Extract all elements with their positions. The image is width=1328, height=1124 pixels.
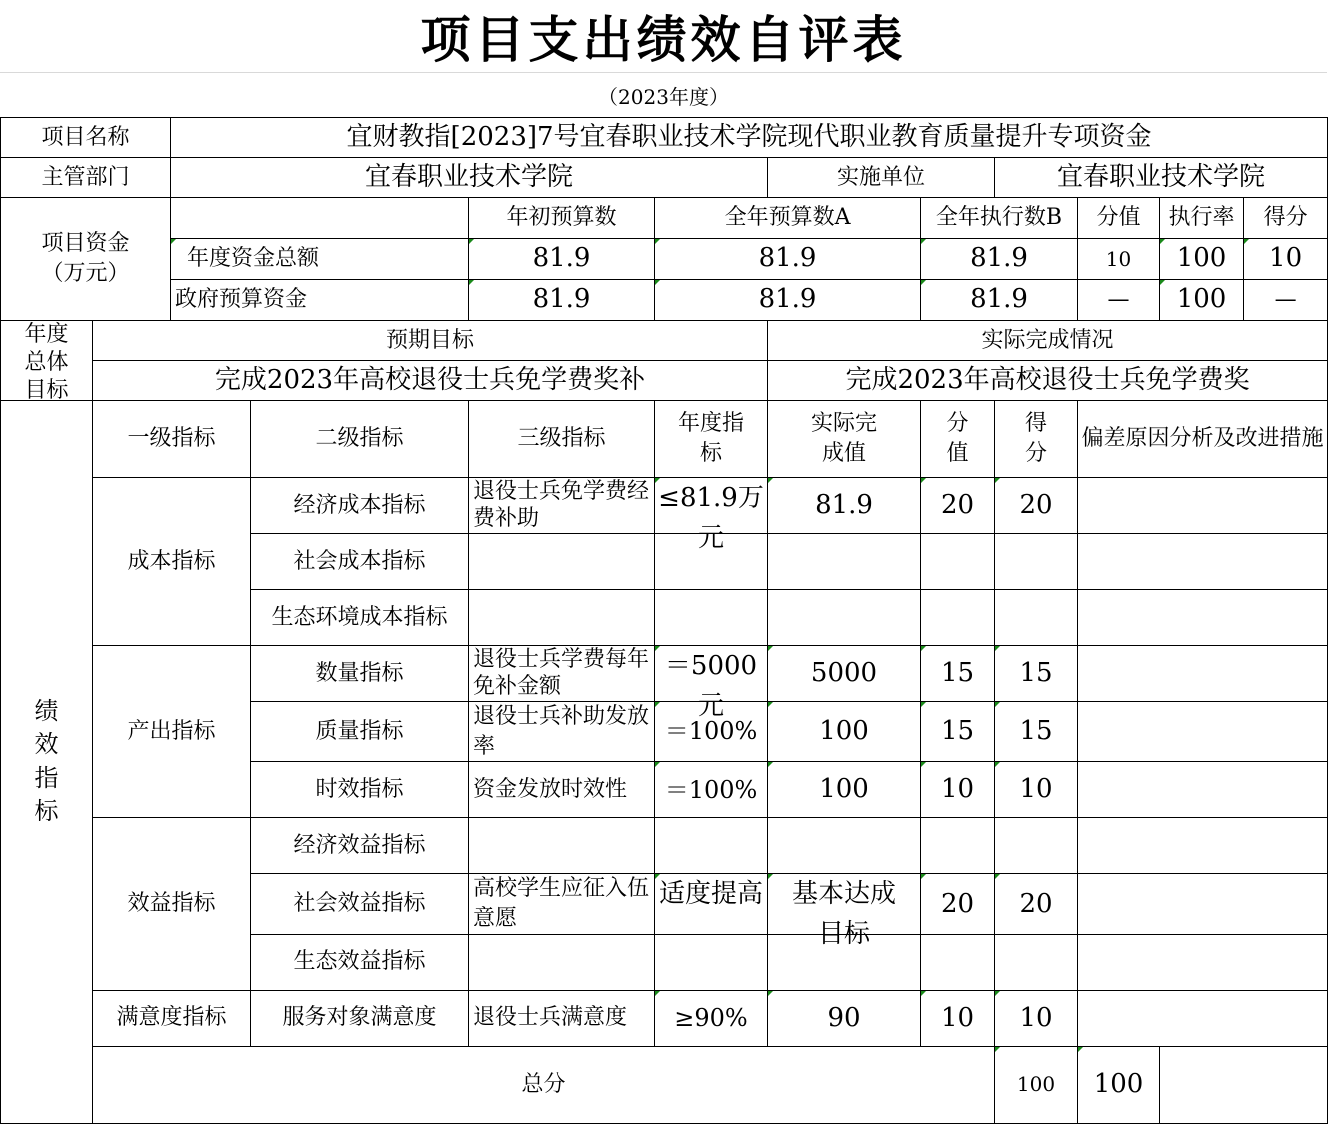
ind-level3: 退役士兵满意度: [469, 990, 655, 1046]
ind-header-target: 年度指标: [655, 401, 768, 478]
ind-actual: 100: [768, 702, 921, 762]
ind-header-note: 偏差原因分析及改进措施: [1078, 401, 1328, 478]
ind-note: [1078, 534, 1328, 590]
project-name-value: 宜财教指[2023]7号宜春职业技术学院现代职业教育质量提升专项资金: [171, 118, 1328, 158]
funds-rate-and-score: [1160, 239, 1328, 280]
ind-level3: 退役士兵学费每年免补金额: [469, 646, 655, 702]
funds-score: 10: [1244, 239, 1327, 279]
ind-target: [655, 818, 768, 874]
funds-row-label: 年度资金总额: [171, 239, 469, 280]
funds-full-year: 81.9: [655, 239, 921, 280]
ind-level2: 社会成本指标: [251, 534, 469, 590]
ind-value: [921, 934, 995, 990]
ind-actual: 90: [768, 990, 921, 1046]
funds-score-value: 10: [1078, 239, 1160, 280]
goals-actual-label: 实际完成情况: [768, 321, 1328, 361]
funds-header-score-value: 分值: [1078, 198, 1160, 239]
total-score: 100: [1078, 1046, 1160, 1123]
ind-level1: 效益指标: [93, 818, 251, 990]
ind-level3: [469, 818, 655, 874]
funds-initial: 81.9: [469, 239, 655, 280]
ind-score: 10: [995, 762, 1078, 818]
ind-value: [921, 534, 995, 590]
total-note: [1160, 1046, 1328, 1123]
dept-label: 主管部门: [1, 158, 171, 198]
funds-score: —: [1274, 287, 1297, 313]
ind-header-level3: 三级指标: [469, 401, 655, 478]
funds-initial: 81.9: [469, 280, 655, 321]
funds-label: 项目资金（万元）: [1, 198, 171, 321]
ind-value: 15: [921, 646, 995, 702]
ind-value: [921, 590, 995, 646]
ind-header-actual: 实际完成值: [768, 401, 921, 478]
ind-value: 15: [921, 702, 995, 762]
ind-target: 适度提高: [655, 874, 768, 934]
goals-expected-label: 预期目标: [93, 321, 768, 361]
ind-header-value: 分值: [921, 401, 995, 478]
ind-actual: 81.9: [768, 478, 921, 534]
ind-header-level1: 一级指标: [93, 401, 251, 478]
ind-level2: 社会效益指标: [251, 874, 469, 934]
funds-full-year: 81.9: [655, 280, 921, 321]
ind-target: [655, 534, 768, 590]
ind-score: [995, 934, 1078, 990]
ind-level2: 经济成本指标: [251, 478, 469, 534]
funds-header-full-year: 全年预算数A: [655, 198, 921, 239]
ind-actual: 100: [768, 762, 921, 818]
ind-score: 15: [995, 702, 1078, 762]
ind-level2: 经济效益指标: [251, 818, 469, 874]
ind-value: 20: [921, 874, 995, 934]
ind-note: [1078, 874, 1328, 934]
ind-level3: [469, 934, 655, 990]
funds-rate-and-score: [1160, 280, 1328, 321]
ind-target: ＝5000元: [655, 646, 768, 702]
total-value: 100: [995, 1046, 1078, 1123]
ind-actual: 5000: [768, 646, 921, 702]
funds-header-rate-and-score: [1160, 198, 1328, 239]
ind-value: [921, 818, 995, 874]
page-title: 项目支出绩效自评表: [420, 10, 907, 69]
ind-note: [1078, 646, 1328, 702]
ind-level1: 成本指标: [93, 478, 251, 646]
ind-score: 15: [995, 646, 1078, 702]
goals-actual-text: 完成2023年高校退役士兵免学费奖: [768, 361, 1328, 401]
ind-level1: 产出指标: [93, 646, 251, 818]
ind-note: [1078, 762, 1328, 818]
ind-level2: 生态环境成本指标: [251, 590, 469, 646]
ind-level2: 质量指标: [251, 702, 469, 762]
ind-score: 10: [995, 990, 1078, 1046]
ind-level2: 数量指标: [251, 646, 469, 702]
funds-header-rate: 执行率: [1160, 198, 1244, 238]
ind-actual: 基本达成目标: [768, 874, 921, 934]
dept-value: 宜春职业技术学院: [171, 158, 768, 198]
funds-score-value: —: [1078, 280, 1160, 321]
ind-target: ≥90%: [655, 990, 768, 1046]
ind-actual: [768, 934, 921, 990]
ind-level3: [469, 534, 655, 590]
funds-executed: 81.9: [921, 280, 1078, 321]
ind-level1: 满意度指标: [93, 990, 251, 1046]
ind-level2: 时效指标: [251, 762, 469, 818]
ind-note: [1078, 818, 1328, 874]
unit-label: 实施单位: [768, 158, 995, 198]
ind-actual: [768, 534, 921, 590]
evaluation-table: [0, 117, 1328, 1124]
ind-score: 20: [995, 478, 1078, 534]
ind-level3: [469, 590, 655, 646]
goals-expected-text: 完成2023年高校退役士兵免学费奖补: [93, 361, 768, 401]
ind-score: [995, 534, 1078, 590]
indicators-label: 绩效指标: [1, 401, 93, 1124]
ind-level3: 高校学生应征入伍意愿: [469, 874, 655, 934]
ind-actual: [768, 818, 921, 874]
ind-value: 10: [921, 990, 995, 1046]
ind-target: [655, 934, 768, 990]
total-label: 总分: [93, 1046, 995, 1123]
ind-level2: 服务对象满意度: [251, 990, 469, 1046]
unit-value: 宜春职业技术学院: [995, 158, 1328, 198]
ind-level3: 资金发放时效性: [469, 762, 655, 818]
funds-header-executed: 全年执行数B: [921, 198, 1078, 239]
ind-note: [1078, 702, 1328, 762]
goals-label: 年度总体目标: [1, 321, 93, 401]
ind-target: ＝100%: [655, 762, 768, 818]
funds-rate: 100: [1160, 280, 1244, 320]
ind-header-score: 得分: [995, 401, 1078, 478]
funds-header-blank: [171, 198, 469, 239]
ind-note: [1078, 478, 1328, 534]
ind-note: [1078, 990, 1328, 1046]
ind-target: ≤81.9万元: [655, 478, 768, 534]
funds-rate: 100: [1160, 239, 1244, 279]
ind-level3: 退役士兵补助发放率: [469, 702, 655, 762]
project-name-label: 项目名称: [1, 118, 171, 158]
funds-executed: 81.9: [921, 239, 1078, 280]
page-subtitle: （2023年度）: [598, 84, 729, 109]
ind-score: [995, 590, 1078, 646]
funds-header-score: 得分: [1263, 205, 1308, 231]
ind-actual: [768, 590, 921, 646]
ind-header-level2: 二级指标: [251, 401, 469, 478]
ind-target: [655, 590, 768, 646]
ind-note: [1078, 934, 1328, 990]
ind-score: 20: [995, 874, 1078, 934]
ind-level2: 生态效益指标: [251, 934, 469, 990]
ind-level3: 退役士兵免学费经费补助: [469, 478, 655, 534]
funds-header-initial: 年初预算数: [469, 198, 655, 239]
ind-value: 10: [921, 762, 995, 818]
ind-note: [1078, 590, 1328, 646]
ind-value: 20: [921, 478, 995, 534]
ind-target: ＝100%: [655, 702, 768, 762]
funds-row-label: 政府预算资金: [171, 280, 469, 321]
ind-score: [995, 818, 1078, 874]
